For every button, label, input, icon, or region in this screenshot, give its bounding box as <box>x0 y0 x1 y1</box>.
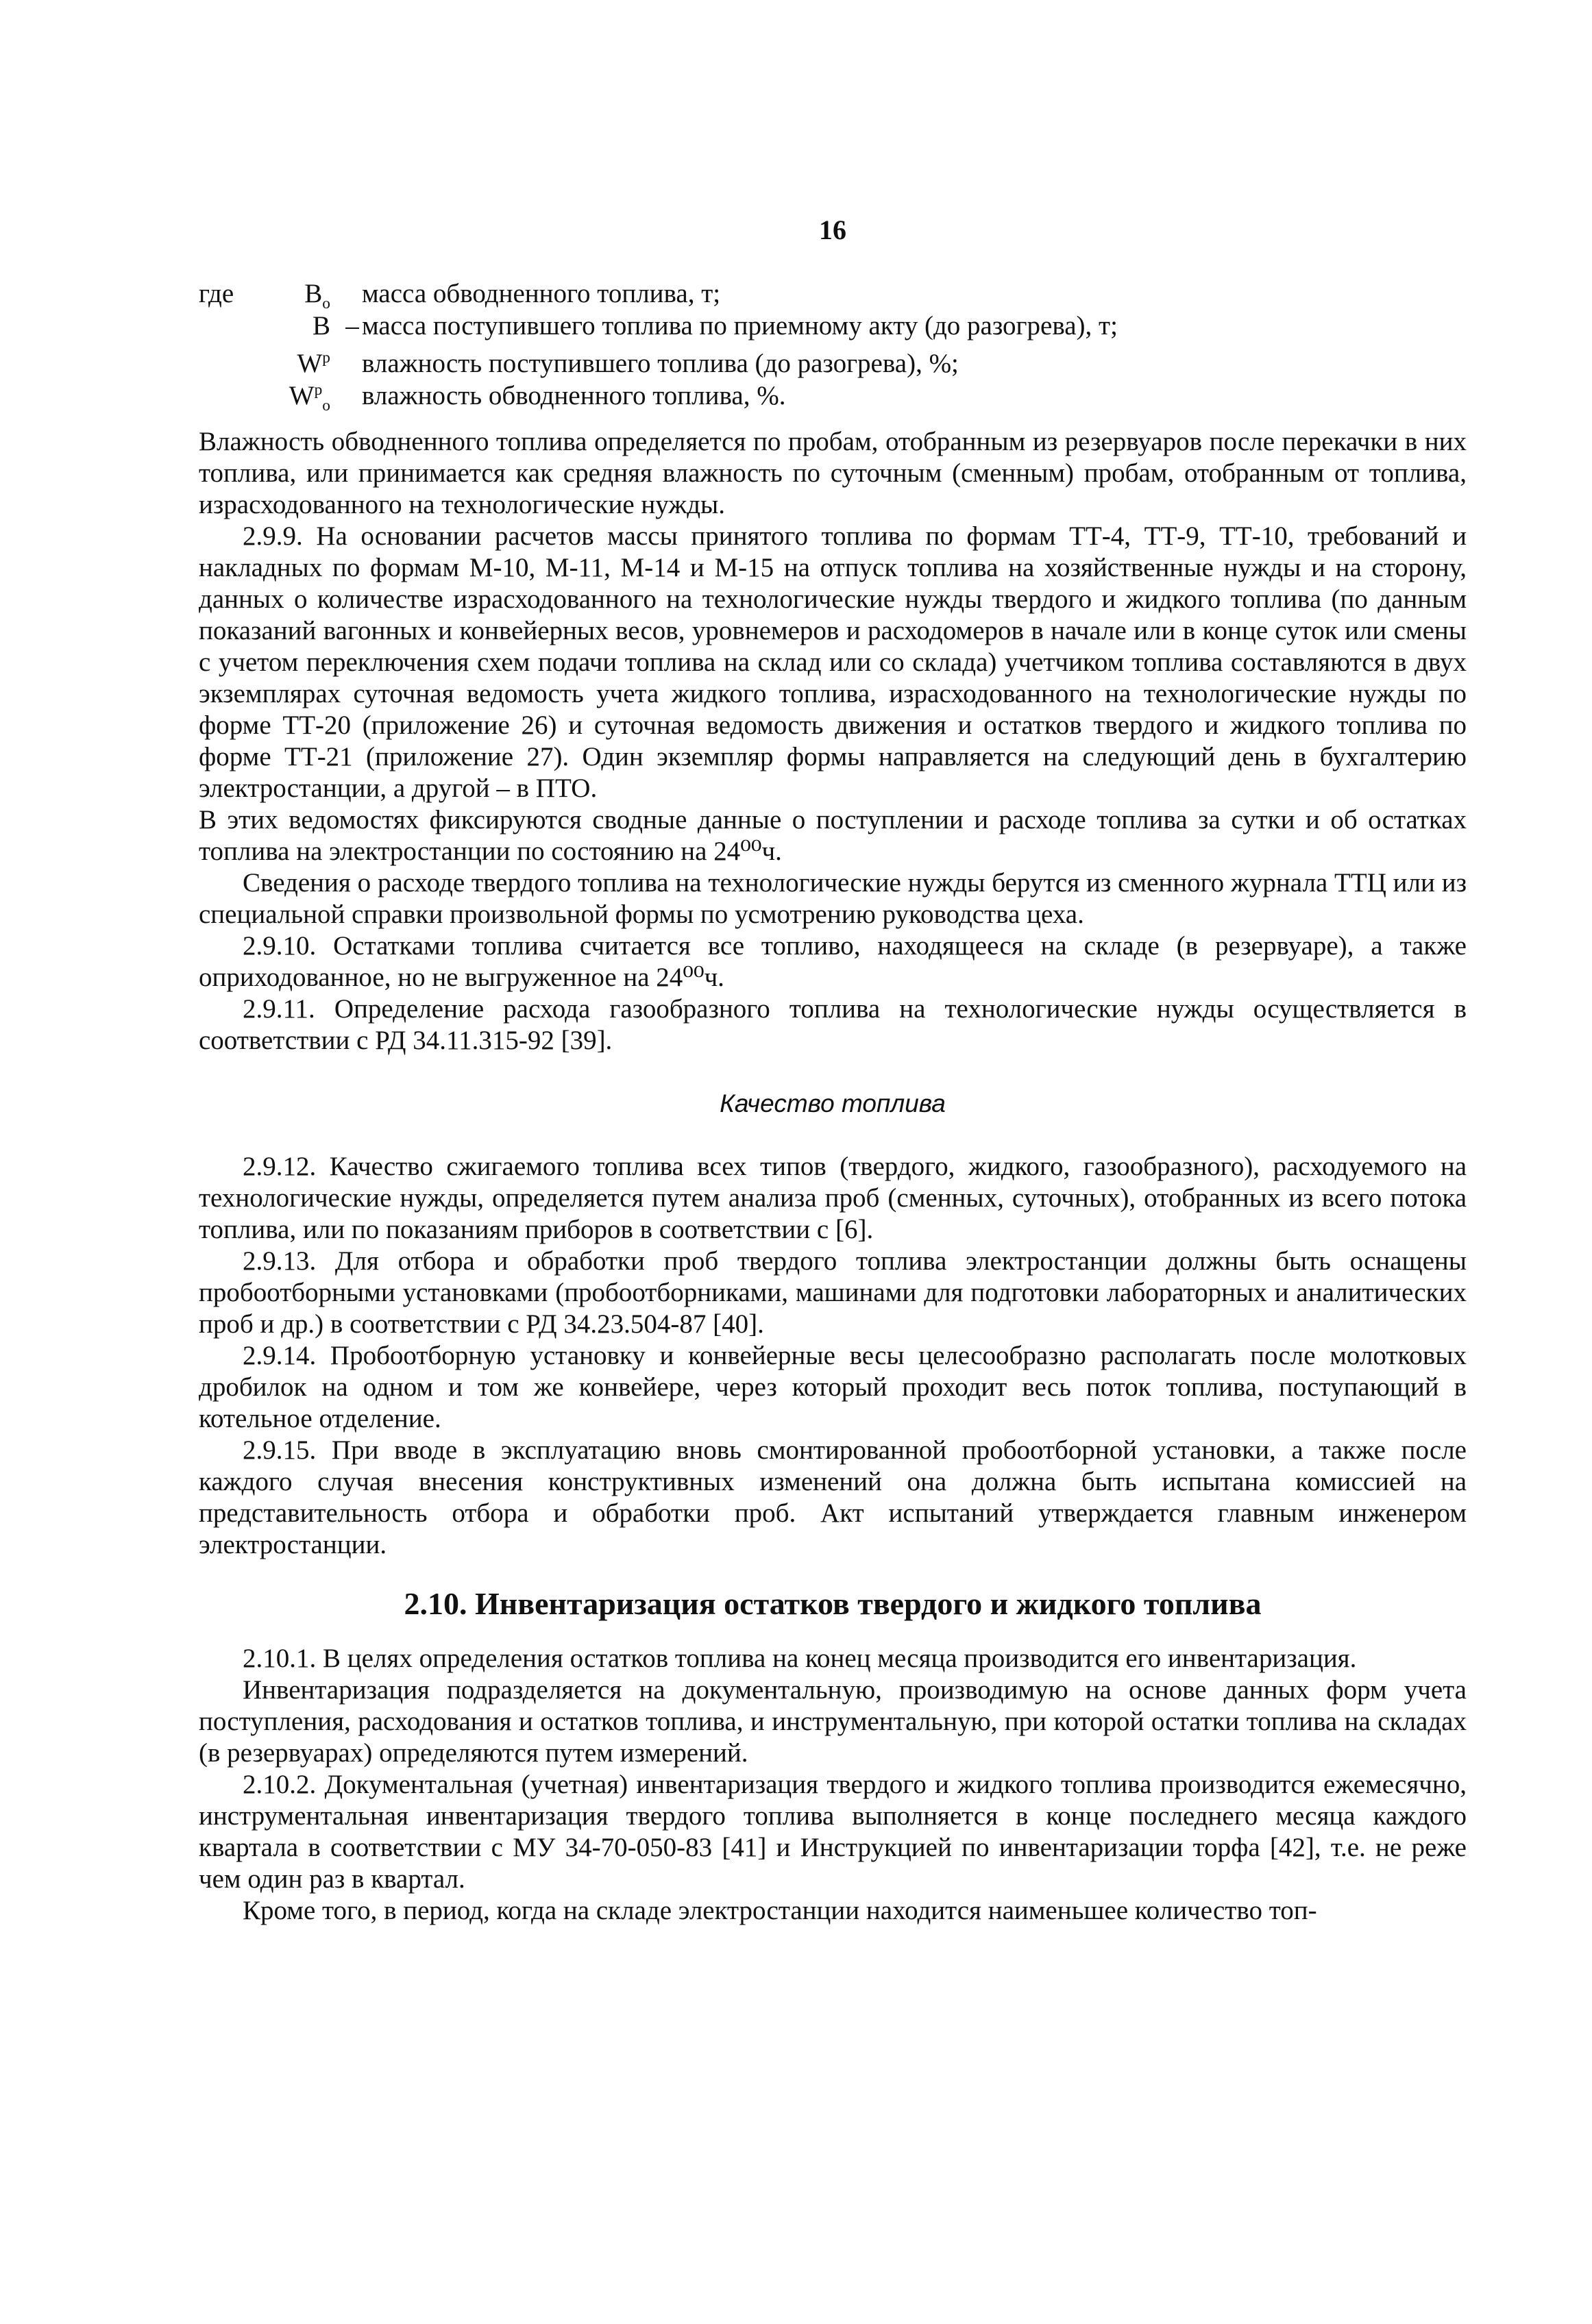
paragraph: Влажность обводненного топлива определяется по пробам, отобранным из резервуаров после перекачки в них топлива, или принимается как средняя влажность по суточным (сменным) пробам, отобранным от топлива, израсходованного на технологические нужды. <box>199 427 1467 519</box>
definition-text: влажность поступившего топлива (до разогрева), %; <box>362 349 959 378</box>
definition-row <box>199 374 1467 415</box>
paragraph: 2.9.9. На основании расчетов массы принятого топлива по формам ТТ-4, ТТ-9, ТТ-10, требований и накладных по формам М-10, М-11, М-14 и М-15 на отпуск топлива на хозяйственные нужды и на сторону, данных о количестве израсходованного на технологические нужды твердого и жидкого топлива (по данным показаний вагонных и конвейерных весов, уровнемеров и расходомеров в начале или в конце суток или смены с учетом переключения схем подачи топлива на склад или со склада) учетчиком топлива составляются в двух экземплярах суточная ведомость учета жидкого топлива, израсходованного на технологические нужды по форме ТТ-20 (приложение 26) и суточная ведомость движения и остатков твердого и жидкого топлива по форме ТТ-21 (приложение 27). Один экземпляр формы направляется на следующий день в бухгалтерию электростанции, а другой – в ПТО. <box>199 521 1467 803</box>
definition-text: масса обводненного топлива, т; <box>362 279 721 308</box>
paragraph: 2.9.10. Остатками топлива считается все топливо, находящееся на складе (в резервуаре), а также оприходованное, но не выгруженное на 24⁰⁰ч. <box>199 931 1467 992</box>
definition-row <box>199 310 1467 342</box>
paragraph: 2.9.15. При вводе в эксплуатацию вновь смонтированной пробоотборной установки, а также после каждого случая внесения конструктивных изменений она должна быть испытана комиссией на представительность отбора и обработки проб. Акт испытаний утверждается главным инженером электростанции. <box>199 1435 1467 1559</box>
definition-symbol: $B_o$ <box>304 279 330 312</box>
paragraph: 2.9.13. Для отбора и обработки проб твердого топлива электростанции должны быть оснащены пробоотборными установками (пробоотборниками, машинами для подготовки лабораторных и аналитических проб и др.) в соответствии с РД 34.23.504-87 [40]. <box>199 1246 1467 1339</box>
definition-row <box>199 277 1467 310</box>
body-text <box>199 426 1467 1927</box>
definition-row <box>199 342 1467 378</box>
page-number: 16 <box>819 214 846 245</box>
paragraph: 2.9.11. Определение расхода газообразного топлива на технологические нужды осуществляется в соответствии с РД 34.11.315-92 [39]. <box>199 994 1467 1055</box>
definition-text: масса поступившего топлива по приемному акту (до разогрева), т; <box>362 311 1118 341</box>
paragraph: Инвентаризация подразделяется на документальную, производимую на основе данных форм учета поступления, расходования и остатков топлива, и инструментальную, при которой остатки топлива на складах (в резервуарах) определяются путем измерений. <box>199 1675 1467 1768</box>
paragraph: В этих ведомостях фиксируются сводные данные о поступлении и расходе топлива за сутки и об остатках топлива на электростанции по состоянию на 24⁰⁰ч. <box>199 805 1467 866</box>
section-title: 2.10. Инвентаризация остатков твердого и жидкого топлива <box>404 1586 1262 1621</box>
definition-symbol: $W^p_o$ <box>289 381 330 415</box>
paragraph: Кроме того, в период, когда на складе электростанции находится наименьшее количество топ- <box>243 1896 1317 1925</box>
paragraph: 2.9.14. Пробоотборную установку и конвейерные весы целесообразно располагать после молотковых дробилок на одном и том же конвейере, через который проходит весь поток топлива, поступающий в котельное отделение. <box>199 1341 1467 1433</box>
paragraph: 2.10.2. Документальная (учетная) инвентаризация твердого и жидкого топлива производится ежемесячно, инструментальная инвентаризация твердого топлива выполняется в конце последнего месяца каждого квартала в соответствии с МУ 34-70-050-83 [41] и Инструкцией по инвентаризации торфа [42], т.е. не реже чем один раз в квартал. <box>199 1770 1467 1894</box>
definition-text: влажность обводненного топлива, %. <box>362 381 786 410</box>
definition-dash: – <box>345 311 359 341</box>
definitions-lead: где <box>199 279 234 308</box>
variable-definitions <box>199 277 1467 415</box>
paragraph: Сведения о расходе твердого топлива на технологические нужды берутся из сменного журнала ТТЦ или из специальной справки произвольной формы по усмотрению руководства цеха. <box>199 868 1467 929</box>
definition-symbol: $W^p$ <box>297 349 330 378</box>
subheading: Качество топлива <box>720 1089 946 1117</box>
paragraph: 2.10.1. В целях определения остатков топлива на конец месяца производится его инвентаризация. <box>243 1644 1357 1673</box>
definition-symbol: B <box>312 311 330 341</box>
paragraph: 2.9.12. Качество сжигаемого топлива всех типов (твердого, жидкого, газообразного), расходуемого на технологические нужды, определяется путем анализа проб (сменных, суточных), отобранных из всего потока топлива, или по показаниям приборов в соответствии с [6]. <box>199 1152 1467 1244</box>
